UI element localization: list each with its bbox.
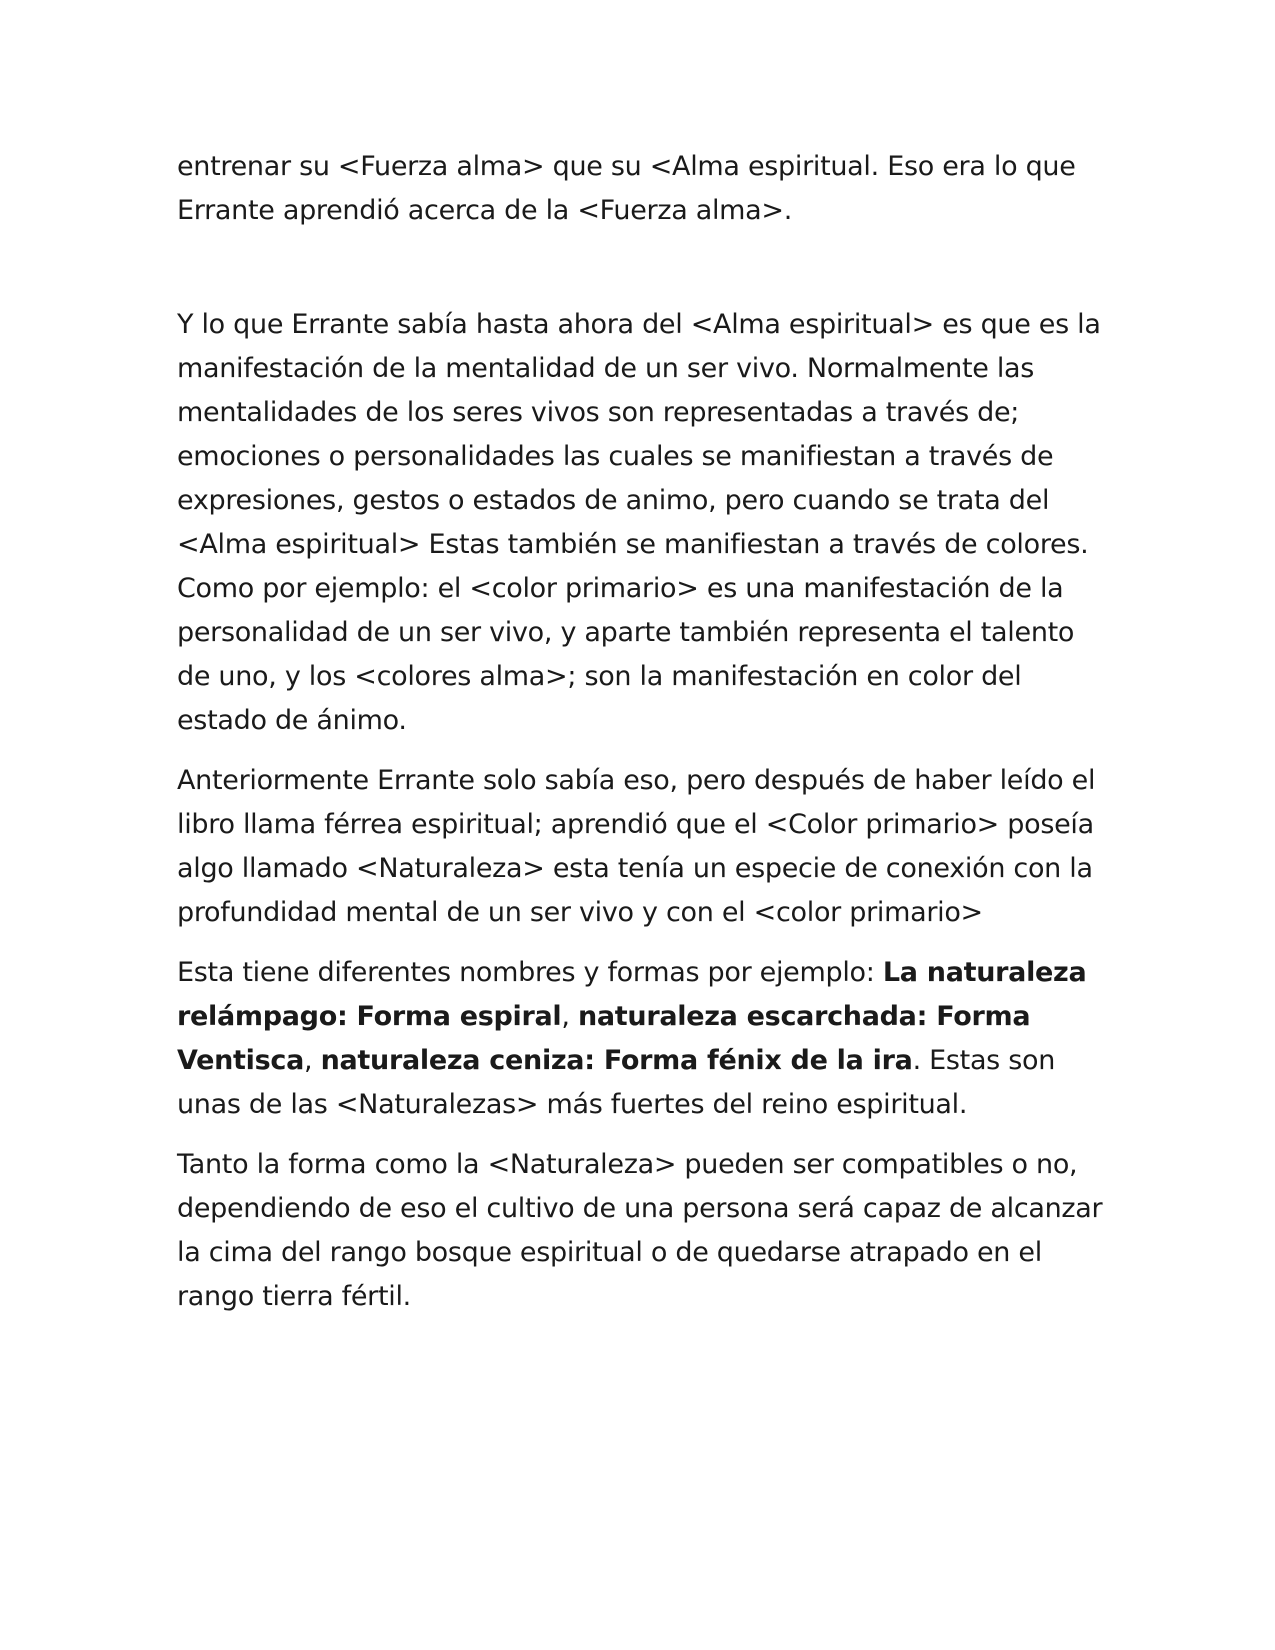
paragraph-4-separator-2: , bbox=[304, 1045, 321, 1076]
paragraph-3-text: Anteriormente Errante solo sabía eso, pero después de haber leído el libro llama férrea espiritual; aprendió que el <Color primario> poseía algo llamado <Naturaleza> esta tenía un especie de conexión con la profundidad mental de un ser vivo y con el <color primario> bbox=[177, 765, 1096, 928]
paragraph-4-bold-ceniza: naturaleza ceniza: Forma fénix de la ira bbox=[320, 1045, 913, 1076]
paragraph-2 bbox=[177, 303, 1107, 743]
paragraph-4 bbox=[177, 951, 1107, 1127]
paragraph-2-text: Y lo que Errante sabía hasta ahora del <Alma espiritual> es que es la manifestación de la mentalidad de un ser vivo. Normalmente las mentalidades de los seres vivos son representadas a través de; emociones o personalidades las cuales se manifiestan a través de expresiones, gestos o estados de animo, pero cuando se trata del <Alma espiritual> Estas también se manifiestan a través de colores. Como por ejemplo: el <color primario> es una manifestación de la personalidad de un ser vivo, y aparte también representa el talento de uno, y los <colores alma>; son la manifestación en color del estado de ánimo. bbox=[177, 309, 1101, 736]
paragraph-4-text-outro: . Estas son unas de las <Naturalezas> más fuertes del reino espiritual. bbox=[177, 1045, 1056, 1120]
paragraph-4-bold-escarchada: naturaleza escarchada: Forma Ventisca bbox=[177, 1001, 1031, 1076]
document-body bbox=[177, 145, 1107, 1319]
paragraph-3 bbox=[177, 759, 1107, 935]
paragraph-1 bbox=[177, 145, 1107, 233]
paragraph-5 bbox=[177, 1143, 1107, 1319]
paragraph-4-bold-relampago: La naturaleza relámpago: Forma espiral bbox=[177, 957, 1087, 1032]
paragraph-1-text: entrenar su <Fuerza alma> que su <Alma espiritual. Eso era lo que Errante aprendió acerca de la <Fuerza alma>. bbox=[177, 151, 1076, 226]
paragraph-4-separator-1: , bbox=[561, 1001, 578, 1032]
paragraph-4-text-intro: Esta tiene diferentes nombres y formas por ejemplo: bbox=[177, 957, 883, 988]
paragraph-5-text: Tanto la forma como la <Naturaleza> pueden ser compatibles o no, dependiendo de eso el cultivo de una persona será capaz de alcanzar la cima del rango bosque espiritual o de quedarse atrapado en el rango tierra fértil. bbox=[177, 1149, 1103, 1312]
